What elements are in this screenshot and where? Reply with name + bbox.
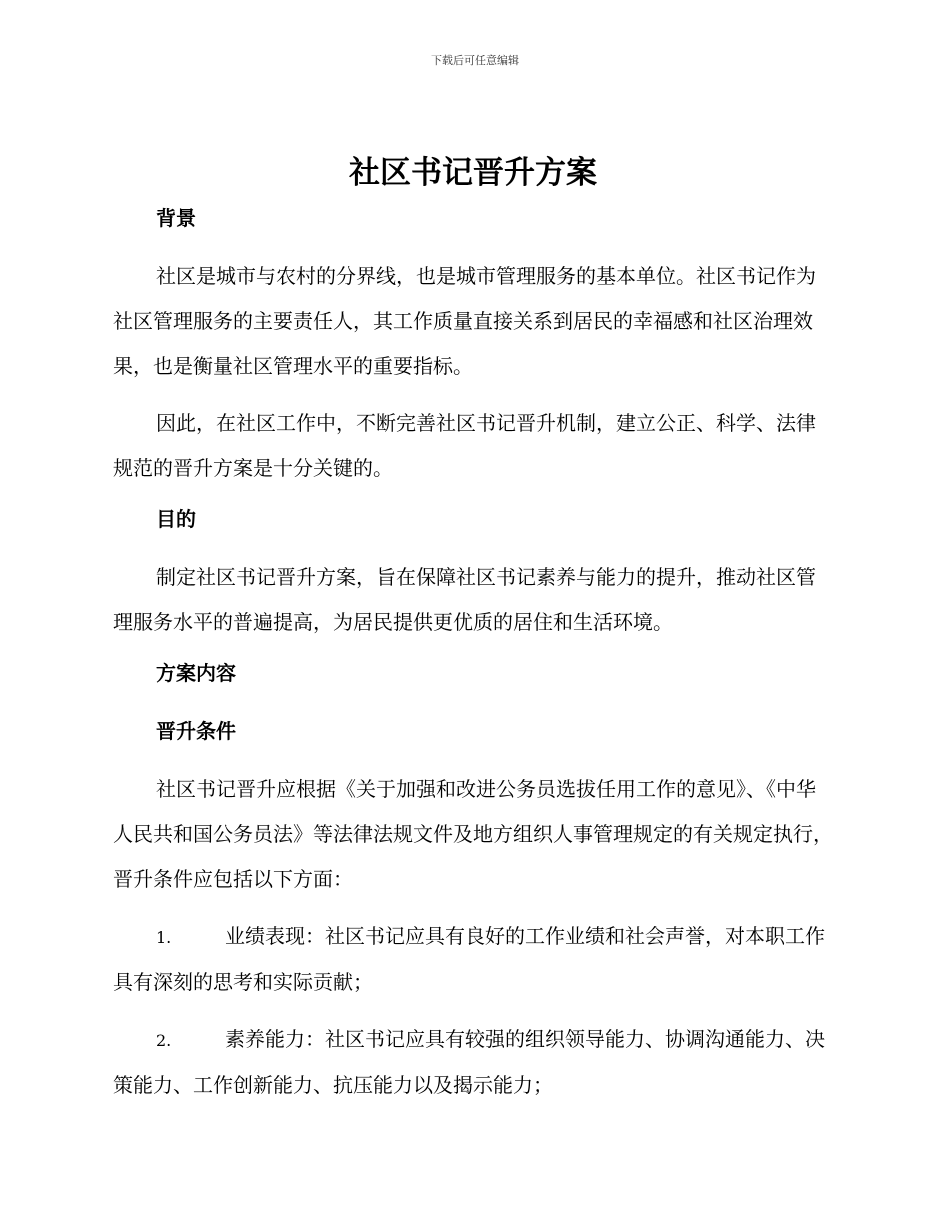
page-header-note: 下载后可任意编辑	[431, 54, 519, 67]
document-body	[113, 150, 833, 1108]
paragraph-purpose-1: 制定社区书记晋升方案，旨在保障社区书记素养与能力的提升，推动社区管理服务水平的普遍提高，为居民提供更优质的居住和生活环境。	[113, 565, 816, 634]
paragraph-conditions-1: 社区书记晋升应根据《关于加强和改进公务员选拔任用工作的意见》、《中华人民共和国公务员法》等法律法规文件及地方组织人事管理规定的有关规定执行，晋升条件应包括以下方面：	[113, 777, 833, 891]
list-item-text: 素养能力：社区书记应具有较强的组织领导能力、协调沟通能力、决策能力、工作创新能力、抗压能力以及揭示能力；	[113, 1027, 825, 1097]
list-item-number: 2.	[156, 1031, 172, 1050]
paragraph-background-1: 社区是城市与农村的分界线，也是城市管理服务的基本单位。社区书记作为社区管理服务的主要责任人，其工作质量直接关系到居民的幸福感和社区治理效果，也是衡量社区管理水平的重要指标。	[113, 264, 816, 378]
list-item	[113, 914, 833, 1005]
list-item-text: 业绩表现：社区书记应具有良好的工作业绩和社会声誉，对本职工作具有深刻的思考和实际贡献；	[113, 924, 825, 994]
document-title: 社区书记晋升方案	[349, 155, 597, 191]
section-heading-conditions: 晋升条件	[156, 719, 236, 743]
list-item	[113, 1017, 833, 1108]
list-item-number: 1.	[156, 928, 172, 947]
section-heading-background: 背景	[156, 206, 196, 230]
section-heading-purpose: 目的	[156, 507, 196, 531]
paragraph-background-2: 因此，在社区工作中，不断完善社区书记晋升机制，建立公正、科学、法律规范的晋升方案是十分关键的。	[113, 411, 816, 480]
section-heading-plan: 方案内容	[156, 661, 236, 685]
